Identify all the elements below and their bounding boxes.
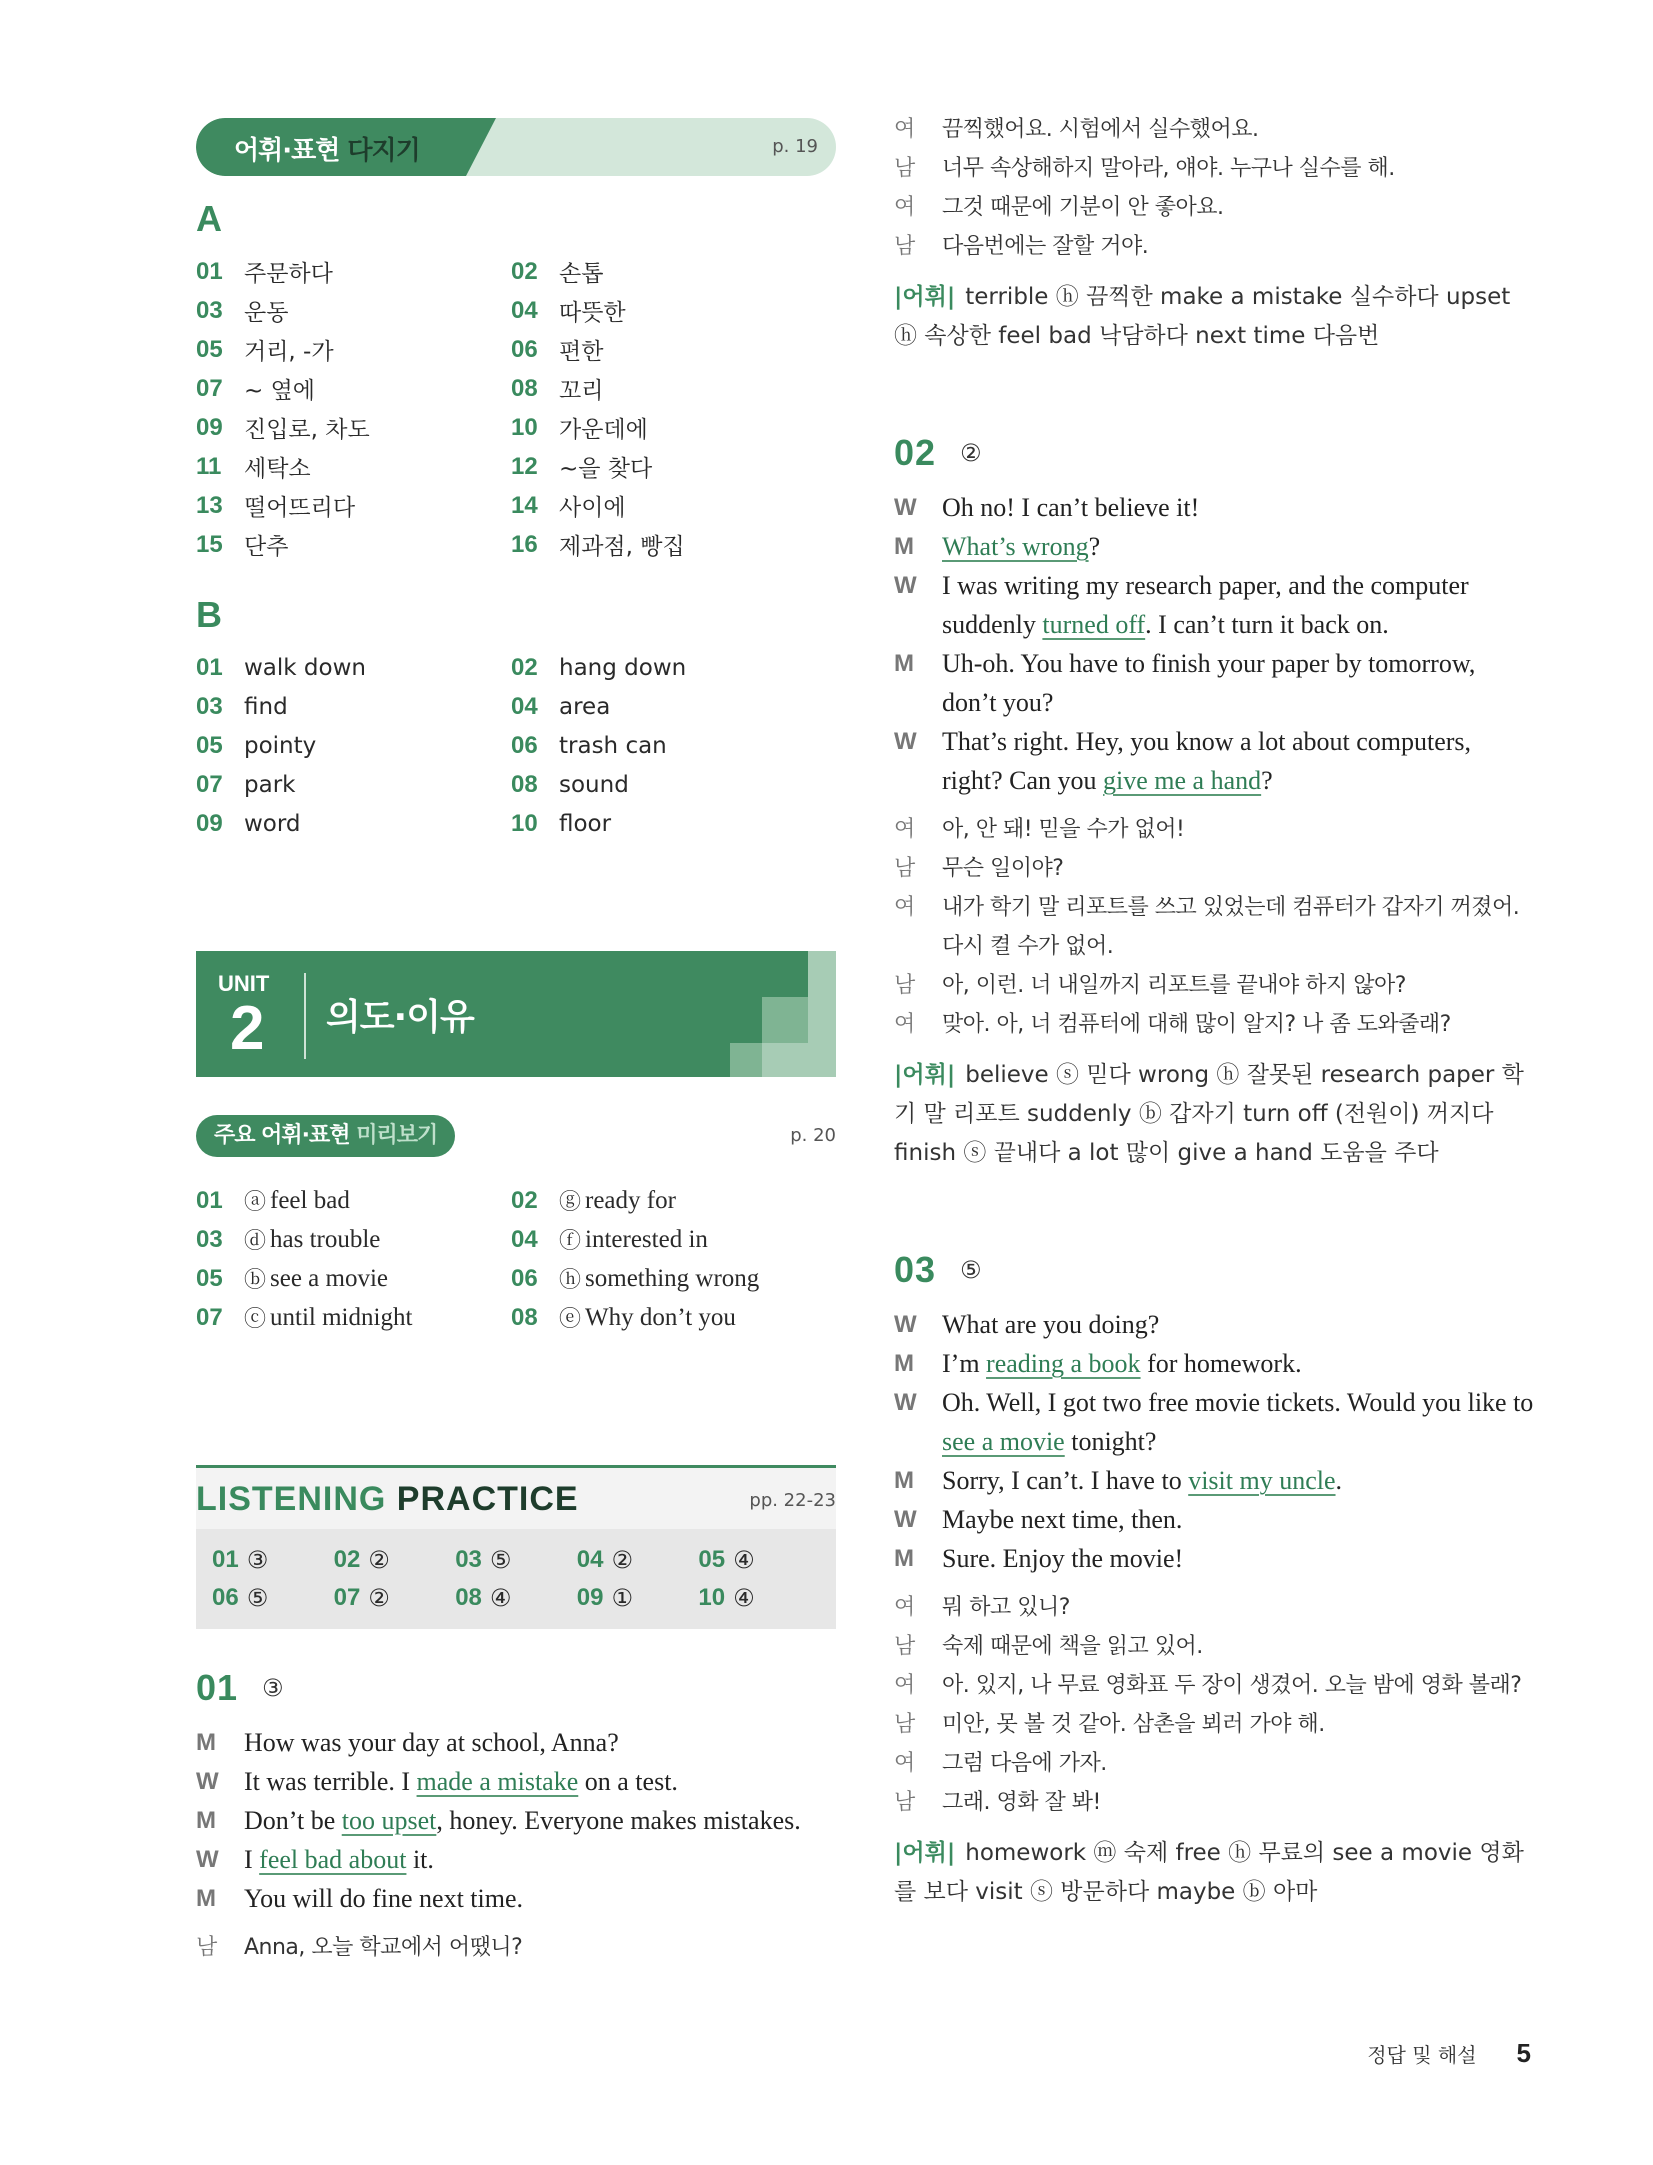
item-number: 09 [196,809,223,837]
question-number: 02 [894,432,937,473]
line-text: 뭐 하고 있니? [942,1595,1070,1620]
item-text: something wrong [585,1264,760,1292]
line-text: Oh. Well, I got two free movie tickets. Would you like to see a movie tonight? [942,1388,1534,1456]
key-expression: What’s wrong [942,532,1089,561]
translation-line [894,227,1534,266]
item-text: interested in [585,1225,708,1253]
preview-title: 주요 어휘·표현 미리보기 [196,1115,455,1157]
item-text: 꼬리 [559,378,604,404]
key-expression: visit my uncle [1188,1466,1336,1495]
list-item [196,525,511,564]
list-item [196,447,511,486]
preview-header [196,1115,836,1157]
list-item [196,687,511,726]
item-number: 08 [511,374,538,402]
question-01-korean [196,1928,836,1967]
line-text: What are you doing? [942,1310,1160,1339]
question-03-vocab: |어휘| homework ⓜ 숙제 free ⓗ 무료의 see a movie 영화를 보다 visit ⓢ 방문하다 maybe ⓑ 아마 [894,1840,1524,1905]
speaker: 여 [894,1673,916,1698]
vocab-section-header [196,118,836,176]
answer-key-item [334,1541,456,1579]
speaker: M [196,1807,216,1834]
translation-line [894,849,1534,888]
list-item [196,1259,511,1298]
line-text: I feel bad about it. [244,1845,434,1874]
item-text: find [244,693,288,720]
dialogue-line [196,1801,836,1840]
item-text: area [559,693,611,720]
question-03-header [894,1249,1534,1291]
item-number: 14 [511,491,538,519]
item-text: 사이에 [559,495,626,521]
speaker: W [894,1389,917,1416]
translation-line [894,1627,1534,1666]
item-text: 가운데에 [559,417,648,443]
translation-line [894,110,1534,149]
line-text: What’s wrong? [942,532,1101,561]
line-text: Anna, 오늘 학교에서 어땠니? [244,1935,523,1960]
item-text: 세탁소 [244,456,311,482]
page-number: 5 [1516,2038,1531,2068]
item-number: 07 [333,1584,361,1611]
item-number: 02 [511,653,538,681]
right-column [894,110,1534,1912]
translation-line [894,1783,1534,1822]
item-number: 02 [333,1546,361,1573]
vocab-section-title: 어휘·표현 다지기 [234,136,420,166]
list-item [511,408,826,447]
item-number: 01 [196,653,223,681]
list-item [196,291,511,330]
item-text: 운동 [244,300,289,326]
page-reference: p. 20 [790,1125,836,1146]
item-text: ~을 찾다 [559,456,653,482]
line-text: Oh no! I can’t believe it! [942,493,1200,522]
item-number: 05 [698,1546,726,1573]
item-number: 04 [576,1546,604,1573]
item-text: park [244,771,296,798]
item-text: 진입로, 차도 [244,417,370,443]
speaker: 남 [894,1712,916,1737]
item-number: 08 [511,770,538,798]
item-number: 02 [511,257,538,285]
speaker: 남 [894,156,916,181]
speaker: 남 [894,856,916,881]
question-02-vocab: |어휘| believe ⓢ 믿다 wrong ⓗ 잘못된 research paper 학기 말 리포트 suddenly ⓑ 갑자기 turn off (전원이) 꺼지다 finish ⓢ 끝내다 a lot 많이 give a hand 도움을 주다 [894,1062,1524,1166]
item-number: 01 [196,1186,223,1214]
item-number: 11 [196,452,222,480]
line-text: Maybe next time, then. [942,1505,1183,1534]
dialogue-line [894,1305,1534,1344]
dialogue-line [894,722,1534,800]
page-reference: p. 19 [772,136,818,157]
speaker: 여 [894,895,916,920]
question-01-dialogue [196,1723,836,1918]
answer-key-item [212,1579,334,1617]
unit-number: 2 [230,994,265,1063]
speaker: 여 [894,817,916,842]
list-item [196,486,511,525]
line-text: 너무 속상해하지 말아라, 얘야. 누구나 실수를 해. [942,156,1395,181]
section-a-list [196,252,836,564]
dialogue-line [894,1500,1534,1539]
item-text: sound [559,771,629,798]
question-03-korean [894,1588,1534,1822]
question-02-korean [894,810,1534,1044]
speaker: W [894,728,917,755]
key-expression: give me a hand [1103,766,1262,795]
list-item [196,1181,511,1220]
speaker: 남 [894,1790,916,1815]
list-item [511,1259,826,1298]
list-item [511,369,826,408]
list-item [511,447,826,486]
translation-line [894,1744,1534,1783]
question-02-header [894,432,1534,474]
speaker: W [894,494,917,521]
item-number: 05 [196,335,223,363]
line-text: 그래. 영화 잘 봐! [942,1790,1101,1815]
speaker: M [894,533,914,560]
speaker: 남 [894,234,916,259]
key-expression: feel bad about [259,1845,407,1874]
speaker: M [894,1545,914,1572]
item-text: 주문하다 [244,261,333,287]
item-text: word [244,810,301,837]
answer-key-item [698,1541,820,1579]
item-text: pointy [244,732,317,759]
list-item [511,525,826,564]
item-text: walk down [244,654,366,681]
item-text: floor [559,810,612,837]
answer-key-item [698,1579,820,1617]
answer-key-item [577,1541,699,1579]
speaker: W [196,1768,219,1795]
speaker: W [196,1846,219,1873]
item-text: 따뜻한 [559,300,626,326]
dialogue-line [894,1539,1534,1578]
item-text: has trouble [270,1225,381,1253]
speaker: 여 [894,1595,916,1620]
speaker: W [894,572,917,599]
section-b-list [196,648,836,843]
question-02-dialogue [894,488,1534,800]
speaker: 남 [196,1935,218,1960]
item-text: trash can [559,732,667,759]
decor-square [730,1043,762,1077]
list-item [511,291,826,330]
answer-choice: ④ [489,1584,512,1612]
list-item [196,1220,511,1259]
answer-choice: ⑤ [489,1546,512,1574]
question-01-korean-cont [894,110,1534,266]
item-text: 떨어뜨리다 [244,495,356,521]
line-text: That’s right. Hey, you know a lot about computers, right? Can you give me a hand? [942,727,1472,795]
answer-letter: ⓖ [559,1190,582,1215]
list-item [511,765,826,804]
question-answer: ⑤ [960,1256,982,1284]
translation-line [894,810,1534,849]
line-text: You will do fine next time. [244,1884,524,1913]
dialogue-line [894,1344,1534,1383]
list-item [196,804,511,843]
line-text: 무슨 일이야? [942,856,1064,881]
list-item [196,1298,511,1337]
item-number: 05 [196,731,223,759]
footer-label: 정답 및 해설 [1367,2043,1477,2067]
line-text: Uh-oh. You have to finish your paper by tomorrow, don’t you? [942,649,1476,717]
translation-line [894,188,1534,227]
line-text: 맞아. 아, 너 컴퓨터에 대해 많이 알지? 나 좀 도와줄래? [942,1012,1451,1037]
item-number: 16 [511,530,538,558]
line-text: 미안, 못 볼 것 같아. 삼촌을 뵈러 가야 해. [942,1712,1325,1737]
line-text: 아. 있지, 나 무료 영화표 두 장이 생겼어. 오늘 밤에 영화 볼래? [942,1673,1522,1698]
question-number: 03 [894,1249,937,1290]
list-item [196,765,511,804]
item-text: 제과점, 빵집 [559,534,685,560]
speaker: M [894,1467,914,1494]
decor-square [762,997,808,1043]
line-text: I’m reading a book for homework. [942,1349,1302,1378]
section-b-letter: B [196,594,222,635]
item-number: 15 [196,530,223,558]
line-text: I was writing my research paper, and the computer suddenly turned off. I can’t turn it back on. [942,571,1469,639]
unit-title: 의도·이유 [326,997,474,1038]
item-text: see a movie [270,1264,389,1292]
translation-line [894,1588,1534,1627]
translation-line [894,1705,1534,1744]
item-text: until midnight [270,1303,413,1331]
answer-choice: ② [368,1584,390,1612]
item-number: 02 [511,1186,538,1214]
list-item [511,330,826,369]
decor-square [762,1043,808,1077]
section-a-letter: A [196,198,222,239]
unit-label: UNIT [218,971,270,996]
answer-key-grid [196,1529,836,1629]
speaker: 남 [894,1634,916,1659]
speaker: M [894,650,914,677]
key-expression: reading a book [986,1349,1141,1378]
answer-key-item [212,1541,334,1579]
dialogue-line [894,566,1534,644]
speaker: M [894,1350,914,1377]
answer-key-item [455,1579,577,1617]
answer-choice: ② [368,1546,390,1574]
item-number: 09 [196,413,223,441]
listening-practice-title: LISTENING PRACTICE [196,1480,579,1518]
answer-choice: ⑤ [246,1584,269,1612]
item-number: 06 [511,1264,538,1292]
dialogue-line [894,1383,1534,1461]
line-text: 끔찍했어요. 시험에서 실수했어요. [942,117,1259,142]
dialogue-line [196,1762,836,1801]
dialogue-line [894,1461,1534,1500]
speaker: W [894,1311,917,1338]
item-number: 07 [196,374,223,402]
list-item [511,252,826,291]
item-number: 07 [196,1303,223,1331]
answer-choice: ① [611,1584,634,1612]
item-text: 단추 [244,534,289,560]
question-answer: ② [960,439,982,467]
item-number: 01 [196,257,223,285]
listening-practice-header [196,1465,836,1529]
page-footer [1367,2038,1531,2069]
line-text: 그럼 다음에 가자. [942,1751,1107,1776]
left-column [196,118,836,1967]
item-number: 04 [511,692,538,720]
list-item [511,1181,826,1220]
answer-letter: ⓒ [244,1307,267,1332]
speaker: 남 [894,973,916,998]
answer-letter: ⓔ [559,1307,582,1332]
list-item [511,687,826,726]
item-number: 04 [511,296,538,324]
item-number: 03 [455,1546,482,1573]
item-text: ready for [585,1186,676,1214]
key-expression: turned off [1042,610,1146,639]
answer-key-item [334,1579,456,1617]
list-item [196,252,511,291]
unit-divider [304,973,306,1059]
item-number: 07 [196,770,223,798]
dialogue-line [894,488,1534,527]
line-text: 그것 때문에 기분이 안 좋아요. [942,195,1224,220]
list-item [511,726,826,765]
answer-letter: ⓗ [559,1268,582,1293]
item-number: 10 [511,413,538,441]
item-number: 06 [511,335,538,363]
line-text: How was your day at school, Anna? [244,1728,619,1757]
list-item [511,486,826,525]
item-text: 편한 [559,339,604,365]
item-number: 03 [196,296,223,324]
answer-choice: ④ [733,1546,755,1574]
translation-line [894,1005,1534,1044]
item-number: 06 [511,731,538,759]
line-text: 아, 이런. 너 내일까지 리포트를 끝내야 하지 않아? [942,973,1406,998]
item-number: 04 [511,1225,538,1253]
list-item [511,804,826,843]
item-number: 12 [511,452,538,480]
decor-square [808,997,836,1077]
item-text: 손톱 [559,261,604,287]
speaker: M [196,1729,216,1756]
line-text: Sorry, I can’t. I have to visit my uncle. [942,1466,1343,1495]
speaker: 여 [894,1012,916,1037]
question-answer: ③ [262,1674,284,1702]
line-text: Don’t be too upset, honey. Everyone makes mistakes. [244,1806,801,1835]
key-expression: made a mistake [416,1767,579,1796]
item-number: 01 [212,1546,239,1573]
line-text: It was terrible. I made a mistake on a test. [244,1767,678,1796]
list-item [196,369,511,408]
item-text: 거리, -가 [244,339,334,365]
question-number: 01 [196,1667,239,1708]
list-item [196,408,511,447]
dialogue-line [894,644,1534,722]
item-number: 06 [212,1584,239,1611]
item-text: hang down [559,654,687,681]
speaker: W [894,1506,917,1533]
dialogue-line [894,527,1534,566]
answer-choice: ④ [733,1584,755,1612]
answer-choice: ② [611,1546,634,1574]
speaker: M [196,1885,216,1912]
item-text: ~ 옆에 [244,378,316,404]
item-number: 08 [511,1303,538,1331]
answer-letter: ⓕ [559,1229,582,1254]
line-text: 다음번에는 잘할 거야. [942,234,1149,259]
item-number: 08 [455,1584,482,1611]
key-expression: see a movie [942,1427,1065,1456]
item-number: 09 [576,1584,604,1611]
translation-line [894,149,1534,188]
list-item [196,726,511,765]
answer-key-item [455,1541,577,1579]
question-01-header [196,1667,836,1709]
item-number: 03 [196,692,223,720]
answer-choice: ③ [246,1546,269,1574]
item-number: 13 [196,491,223,519]
list-item [196,648,511,687]
speaker: 여 [894,195,916,220]
list-item [511,1220,826,1259]
item-number: 05 [196,1264,223,1292]
item-text: Why don’t you [585,1303,736,1331]
answer-key-item [577,1579,699,1617]
answer-letter: ⓐ [244,1190,267,1215]
decor-square [808,951,836,997]
dialogue-line [196,1723,836,1762]
translation-line [894,1666,1534,1705]
item-number: 10 [511,809,538,837]
list-item [511,648,826,687]
item-number: 03 [196,1225,223,1253]
question-03-dialogue [894,1305,1534,1578]
page-reference: pp. 22-23 [749,1490,836,1511]
key-expression: too upset [341,1806,437,1835]
translation-line [894,888,1534,966]
dialogue-line [196,1879,836,1918]
speaker: 여 [894,1751,916,1776]
list-item [196,330,511,369]
item-text: feel bad [270,1186,350,1214]
line-text: 아, 안 돼! 믿을 수가 없어! [942,817,1185,842]
question-01-vocab: |어휘| terrible ⓗ 끔찍한 make a mistake 실수하다 upset ⓗ 속상한 feel bad 낙담하다 next time 다음번 [894,284,1511,349]
speaker: 여 [894,117,916,142]
answer-letter: ⓑ [244,1268,267,1293]
translation-line [196,1928,836,1967]
line-text: 숙제 때문에 책을 읽고 있어. [942,1634,1203,1659]
answer-letter: ⓓ [244,1229,267,1254]
item-number: 10 [698,1584,726,1611]
list-item [511,1298,826,1337]
unit-banner [196,951,836,1077]
line-text: 내가 학기 말 리포트를 쓰고 있었는데 컴퓨터가 갑자기 꺼졌어. 다시 켤 수가 없어. [942,895,1520,959]
preview-list [196,1181,836,1337]
line-text: Sure. Enjoy the movie! [942,1544,1184,1573]
dialogue-line [196,1840,836,1879]
translation-line [894,966,1534,1005]
